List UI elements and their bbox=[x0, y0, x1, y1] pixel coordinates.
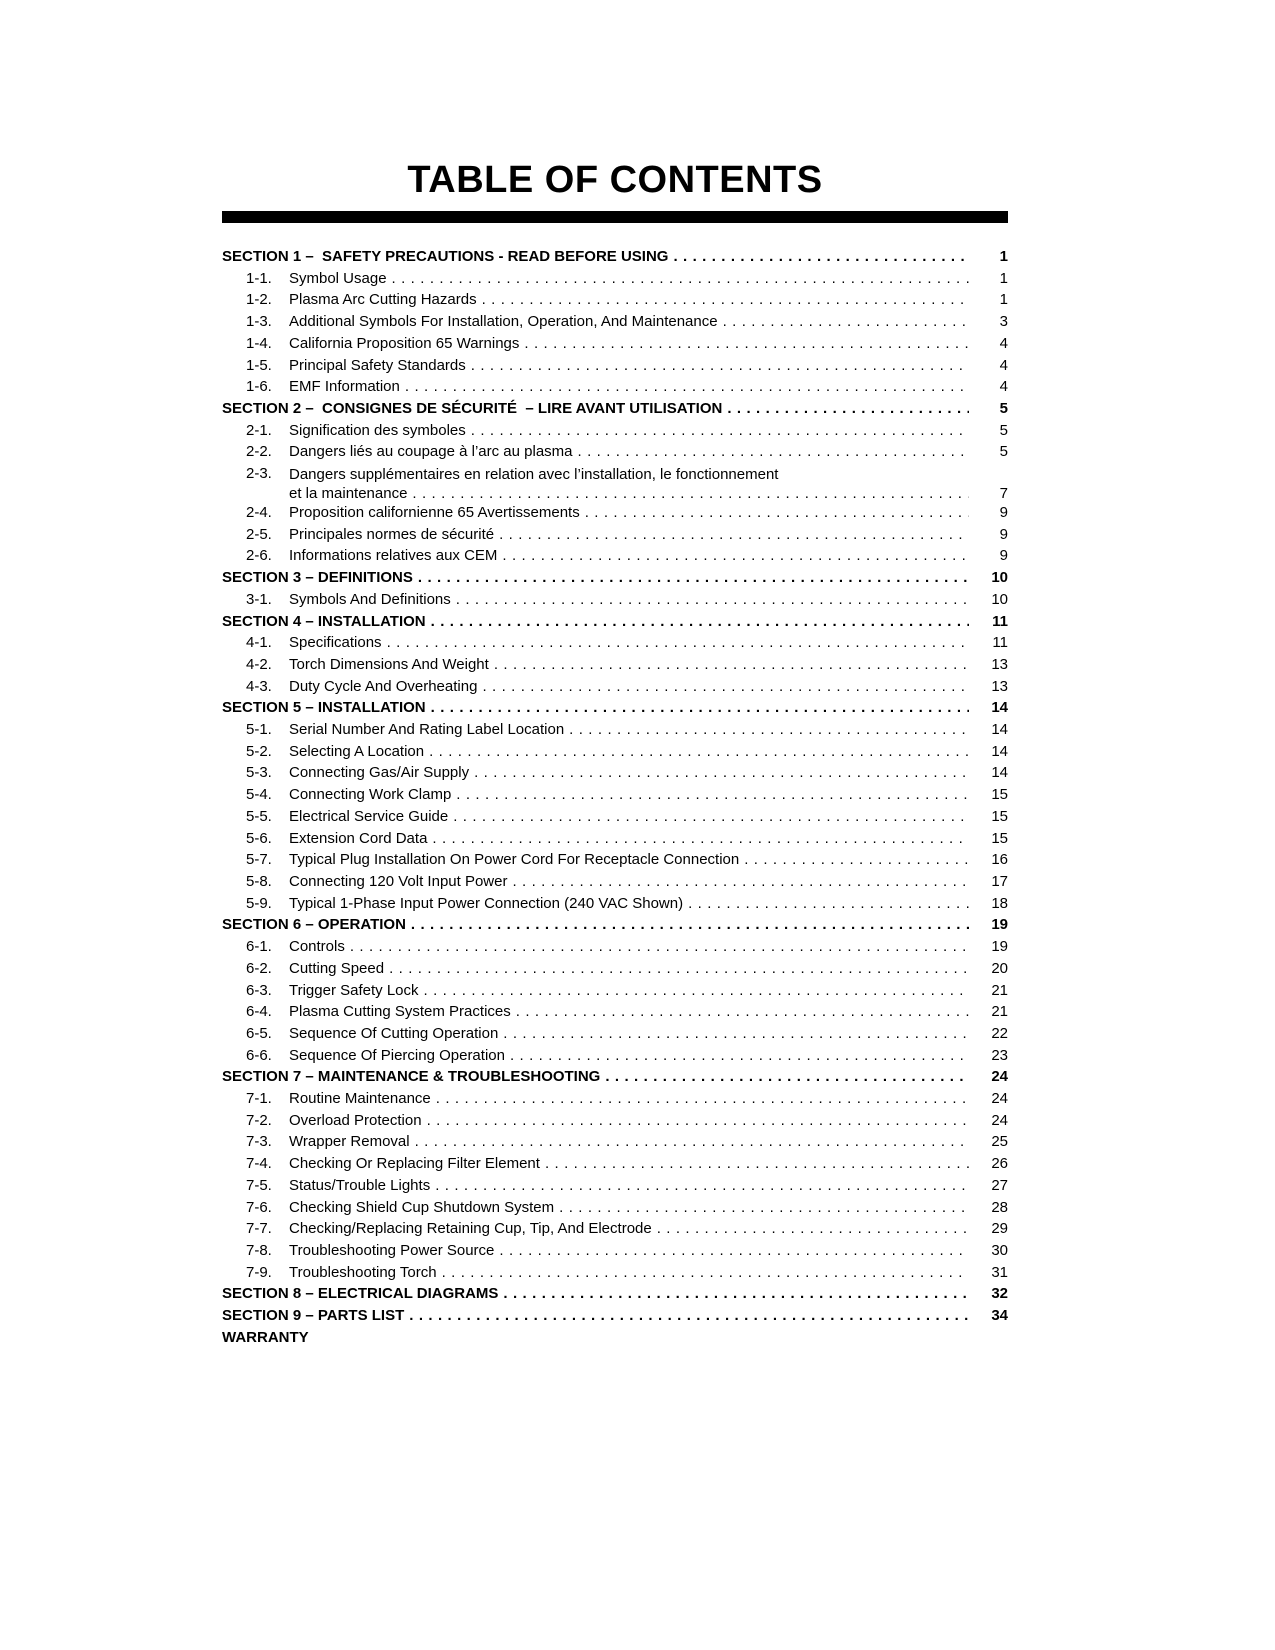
toc-entry-row bbox=[222, 589, 1008, 611]
toc-entry-number: 7-9. bbox=[246, 1263, 272, 1281]
toc-entry-row bbox=[222, 849, 1008, 871]
toc-page-number: 1 bbox=[999, 291, 1008, 309]
toc-entry-label: Overload Protection bbox=[289, 1111, 422, 1129]
toc-entry-number: 2-5. bbox=[246, 525, 272, 543]
dot-leader bbox=[511, 1001, 969, 1023]
dot-leader bbox=[426, 697, 969, 719]
toc-entry-label: Specifications bbox=[289, 634, 382, 652]
toc-entry-label: Proposition californienne 65 Avertissements bbox=[289, 504, 580, 522]
toc-entry-number: 1-5. bbox=[246, 356, 272, 374]
toc-entry-number: 1-2. bbox=[246, 291, 272, 309]
toc-entry-label: Troubleshooting Torch bbox=[289, 1263, 437, 1281]
dot-leader bbox=[424, 741, 969, 763]
dot-leader bbox=[600, 1066, 969, 1088]
dot-leader bbox=[451, 784, 969, 806]
toc-entry-label: Torch Dimensions And Weight bbox=[289, 655, 489, 673]
toc-page-number: 27 bbox=[991, 1176, 1008, 1194]
toc-entry-row bbox=[222, 1110, 1008, 1132]
toc-entry-label: Symbols And Definitions bbox=[289, 590, 451, 608]
toc-page-number: 11 bbox=[992, 634, 1008, 652]
dot-leader bbox=[519, 333, 969, 355]
toc-entry-number: 6-1. bbox=[246, 938, 272, 956]
dot-leader bbox=[466, 355, 969, 377]
toc-entry-number: 7-1. bbox=[246, 1090, 272, 1108]
toc-entry-number: 6-4. bbox=[246, 1003, 272, 1021]
toc-entry-label: Principales normes de sécurité bbox=[289, 525, 495, 543]
toc-page-number: 14 bbox=[991, 721, 1008, 739]
toc-section-row bbox=[222, 1283, 1008, 1305]
toc-page-number: 16 bbox=[991, 851, 1008, 869]
toc-page-number: 3 bbox=[999, 313, 1008, 331]
toc-entry-label: Dangers liés au coupage à l’arc au plasma bbox=[289, 443, 573, 461]
toc-entry-number: 5-6. bbox=[246, 829, 272, 847]
toc-entry-number: 1-6. bbox=[246, 378, 272, 396]
toc-entry-row bbox=[222, 1197, 1008, 1219]
toc-entry-label: Connecting Gas/Air Supply bbox=[289, 764, 470, 782]
toc-page-number: 24 bbox=[991, 1068, 1008, 1086]
toc-entry-row bbox=[222, 1088, 1008, 1110]
toc-entry-number: 1-4. bbox=[246, 334, 272, 352]
toc-entry-row bbox=[222, 524, 1008, 546]
toc-entry-label: Trigger Safety Lock bbox=[289, 981, 419, 999]
dot-leader bbox=[345, 936, 969, 958]
toc-entry-number: 2-1. bbox=[246, 421, 272, 439]
toc-entry-number: 2-3. bbox=[246, 465, 272, 483]
dot-leader bbox=[494, 524, 969, 546]
toc-entry-number: 7-4. bbox=[246, 1155, 272, 1173]
toc-section-row bbox=[222, 246, 1008, 268]
toc-page-number: 15 bbox=[991, 829, 1008, 847]
toc-entry-row bbox=[222, 1023, 1008, 1045]
toc-entry-number: 2-2. bbox=[246, 443, 272, 461]
toc-entry-row bbox=[222, 545, 1008, 567]
dot-leader bbox=[422, 1110, 969, 1132]
toc-entry-label: Routine Maintenance bbox=[289, 1090, 431, 1108]
dot-leader bbox=[410, 1131, 969, 1153]
toc-section-row bbox=[222, 1305, 1008, 1327]
toc-page-number: 25 bbox=[991, 1133, 1008, 1151]
toc-section-label: SECTION 6 – OPERATION bbox=[222, 916, 406, 934]
toc-entry-label: EMF Information bbox=[289, 378, 400, 396]
toc-page-number: 24 bbox=[991, 1090, 1008, 1108]
toc-page-number: 22 bbox=[991, 1024, 1008, 1042]
toc-page-number: 5 bbox=[999, 399, 1008, 417]
toc-section-label: SECTION 2 – CONSIGNES DE SÉCURITÉ – LIRE AVANT UTILISATION bbox=[222, 399, 723, 417]
toc-entry-row bbox=[222, 676, 1008, 698]
toc-entry-label-continued: et la maintenance bbox=[289, 485, 408, 503]
toc-entry-label: Extension Cord Data bbox=[289, 829, 428, 847]
toc-entry-label: Checking/Replacing Retaining Cup, Tip, And Electrode bbox=[289, 1220, 652, 1238]
toc-entry-number: 5-7. bbox=[246, 851, 272, 869]
dot-leader bbox=[507, 871, 969, 893]
dot-leader bbox=[573, 441, 970, 463]
toc-page-number: 20 bbox=[991, 959, 1008, 977]
toc-entry-label: Electrical Service Guide bbox=[289, 807, 449, 825]
toc-entry-row bbox=[222, 1218, 1008, 1240]
toc-entry-row bbox=[222, 441, 1008, 463]
dot-leader bbox=[427, 828, 969, 850]
dot-leader bbox=[505, 1045, 969, 1067]
toc-page-number: 14 bbox=[991, 742, 1008, 760]
toc-entry-number: 7-7. bbox=[246, 1220, 272, 1238]
toc-entry-number: 1-1. bbox=[246, 269, 272, 287]
toc-page-number: 21 bbox=[991, 1003, 1008, 1021]
dot-leader bbox=[683, 893, 969, 915]
toc-entry-number: 7-8. bbox=[246, 1241, 272, 1259]
toc-entry-number: 5-9. bbox=[246, 894, 272, 912]
toc-entry-label: Connecting Work Clamp bbox=[289, 786, 452, 804]
toc-page-number: 13 bbox=[991, 677, 1008, 695]
toc-entry-row bbox=[222, 980, 1008, 1002]
toc-page-number: 34 bbox=[991, 1307, 1008, 1325]
dot-leader bbox=[384, 958, 969, 980]
toc-entry-row bbox=[222, 719, 1008, 741]
toc-entry-label: Symbol Usage bbox=[289, 269, 387, 287]
dot-leader bbox=[430, 1175, 969, 1197]
toc-entry-label: Plasma Cutting System Practices bbox=[289, 1003, 511, 1021]
toc-entry-row bbox=[222, 420, 1008, 442]
toc-page-number: 19 bbox=[991, 938, 1008, 956]
title-rule bbox=[222, 211, 1008, 223]
toc-entry-row bbox=[222, 1131, 1008, 1153]
dot-leader bbox=[387, 268, 969, 290]
toc-entry-row bbox=[222, 1240, 1008, 1262]
toc-page-number: 13 bbox=[991, 655, 1008, 673]
toc-entry-row bbox=[222, 1001, 1008, 1023]
toc-page-number: 29 bbox=[991, 1220, 1008, 1238]
toc-entry-number: 5-5. bbox=[246, 807, 272, 825]
toc-page-number: 14 bbox=[991, 764, 1008, 782]
toc-entry-number: 4-1. bbox=[246, 634, 272, 652]
toc-entry-number: 5-3. bbox=[246, 764, 272, 782]
toc-page-number: 18 bbox=[991, 894, 1008, 912]
toc-entry-number: 6-6. bbox=[246, 1046, 272, 1064]
toc-entry-row bbox=[222, 958, 1008, 980]
toc-page-number: 32 bbox=[991, 1285, 1008, 1303]
page-title: TABLE OF CONTENTS bbox=[407, 159, 823, 201]
toc-entry-label: Duty Cycle And Overheating bbox=[289, 677, 478, 695]
toc-entry-row bbox=[222, 376, 1008, 398]
dot-leader bbox=[469, 762, 969, 784]
toc-page-number: 23 bbox=[991, 1046, 1008, 1064]
toc-page-number: 5 bbox=[999, 421, 1008, 439]
toc-section-label: SECTION 4 – INSTALLATION bbox=[222, 612, 426, 630]
toc-page-number: 9 bbox=[999, 547, 1008, 565]
toc-entry-number: 5-2. bbox=[246, 742, 272, 760]
dot-leader bbox=[431, 1088, 969, 1110]
dot-leader bbox=[718, 311, 969, 333]
toc-entry-row bbox=[222, 654, 1008, 676]
toc-page-number: 28 bbox=[991, 1198, 1008, 1216]
dot-leader bbox=[722, 398, 969, 420]
toc-entry-row bbox=[222, 333, 1008, 355]
toc-page-number: 26 bbox=[991, 1155, 1008, 1173]
toc-page-number: 10 bbox=[991, 590, 1008, 608]
toc-section-row bbox=[222, 914, 1008, 936]
dot-leader bbox=[448, 806, 969, 828]
toc-page-number: 21 bbox=[991, 981, 1008, 999]
dot-leader bbox=[466, 420, 969, 442]
toc-page-number: 11 bbox=[992, 612, 1008, 630]
toc-entry-row bbox=[222, 762, 1008, 784]
dot-leader bbox=[419, 980, 970, 1002]
dot-leader bbox=[498, 1023, 969, 1045]
toc-entry-label: Sequence Of Piercing Operation bbox=[289, 1046, 505, 1064]
dot-leader bbox=[564, 719, 969, 741]
toc-page-number: 31 bbox=[991, 1263, 1008, 1281]
toc-entry-row bbox=[222, 741, 1008, 763]
toc-entry-number: 4-3. bbox=[246, 677, 272, 695]
toc-entry-label: Status/Trouble Lights bbox=[289, 1176, 431, 1194]
dot-leader bbox=[497, 545, 969, 567]
toc-entry-number: 5-1. bbox=[246, 721, 272, 739]
toc-entry-number: 5-4. bbox=[246, 786, 272, 804]
dot-leader bbox=[554, 1197, 969, 1219]
dot-leader bbox=[477, 676, 969, 698]
dot-leader bbox=[426, 611, 969, 633]
toc-entry-label: Controls bbox=[289, 938, 345, 956]
toc-section-row bbox=[222, 398, 1008, 420]
dot-leader bbox=[451, 589, 969, 611]
dot-leader bbox=[406, 914, 969, 936]
toc-page-number: 24 bbox=[991, 1111, 1008, 1129]
toc-entry-wrap-body bbox=[289, 463, 1008, 502]
dot-leader bbox=[437, 1262, 969, 1284]
toc-entry-label: Troubleshooting Power Source bbox=[289, 1241, 495, 1259]
dot-leader bbox=[489, 654, 969, 676]
toc-entry-label: Typical Plug Installation On Power Cord For Receptacle Connection bbox=[289, 851, 740, 869]
toc-page-number: 4 bbox=[999, 356, 1008, 374]
toc-entry-number: 2-6. bbox=[246, 547, 272, 565]
dot-leader bbox=[652, 1218, 969, 1240]
toc-entry-label: Signification des symboles bbox=[289, 421, 466, 439]
toc-entry-label: Cutting Speed bbox=[289, 959, 385, 977]
toc-entry-row bbox=[222, 268, 1008, 290]
toc-entry-label: Sequence Of Cutting Operation bbox=[289, 1024, 499, 1042]
toc-entry-label-continued-row bbox=[289, 485, 1008, 502]
dot-leader bbox=[404, 1305, 969, 1327]
toc-entry-label: Serial Number And Rating Label Location bbox=[289, 721, 565, 739]
toc-list bbox=[222, 246, 1008, 1348]
toc-section-label: SECTION 9 – PARTS LIST bbox=[222, 1307, 405, 1325]
dot-leader bbox=[400, 376, 969, 398]
toc-entry-row bbox=[222, 502, 1008, 524]
toc-entry-number: 5-8. bbox=[246, 872, 272, 890]
toc-entry-row bbox=[222, 828, 1008, 850]
toc-entry-row bbox=[222, 893, 1008, 915]
dot-leader bbox=[413, 567, 969, 589]
toc-entry-label: Checking Or Replacing Filter Element bbox=[289, 1155, 540, 1173]
toc-section-label: SECTION 8 – ELECTRICAL DIAGRAMS bbox=[222, 1285, 499, 1303]
toc-entry-number: 7-6. bbox=[246, 1198, 272, 1216]
toc-entry-label: Connecting 120 Volt Input Power bbox=[289, 872, 508, 890]
toc-entry-number: 7-2. bbox=[246, 1111, 272, 1129]
dot-leader bbox=[668, 246, 969, 268]
toc-section-row bbox=[222, 1066, 1008, 1088]
toc-entry-row bbox=[222, 784, 1008, 806]
toc-page-number: 15 bbox=[991, 807, 1008, 825]
toc-page-number: 10 bbox=[991, 569, 1008, 587]
toc-entry-label: Additional Symbols For Installation, Operation, And Maintenance bbox=[289, 313, 718, 331]
toc-entry-label: Plasma Arc Cutting Hazards bbox=[289, 291, 477, 309]
toc-entry-row bbox=[222, 936, 1008, 958]
dot-leader bbox=[477, 289, 969, 311]
toc-entry-number: 6-2. bbox=[246, 959, 272, 977]
toc-section-label: WARRANTY bbox=[222, 1328, 309, 1346]
toc-page-number: 4 bbox=[999, 334, 1008, 352]
toc-entry-number: 6-3. bbox=[246, 981, 272, 999]
toc-entry-row bbox=[222, 463, 1008, 502]
toc-entry-label: Checking Shield Cup Shutdown System bbox=[289, 1198, 555, 1216]
toc-entry-row bbox=[222, 871, 1008, 893]
dot-leader bbox=[494, 1240, 969, 1262]
toc-entry-row bbox=[222, 1153, 1008, 1175]
toc-entry-label: Typical 1-Phase Input Power Connection (240 VAC Shown) bbox=[289, 894, 684, 912]
toc-page-number: 30 bbox=[991, 1241, 1008, 1259]
toc-entry-row bbox=[222, 806, 1008, 828]
toc-page-number: 5 bbox=[999, 443, 1008, 461]
toc-content bbox=[222, 0, 1008, 1348]
toc-entry-label: Principal Safety Standards bbox=[289, 356, 466, 374]
toc-entry-label: California Proposition 65 Warnings bbox=[289, 334, 520, 352]
toc-section-label: SECTION 5 – INSTALLATION bbox=[222, 699, 426, 717]
dot-leader bbox=[407, 485, 969, 502]
toc-entry-number: 4-2. bbox=[246, 655, 272, 673]
toc-entry-row bbox=[222, 1262, 1008, 1284]
toc-section-row bbox=[222, 1327, 1008, 1349]
toc-page-number: 9 bbox=[999, 504, 1008, 522]
toc-entry-label: Selecting A Location bbox=[289, 742, 425, 760]
toc-entry-number: 7-5. bbox=[246, 1176, 272, 1194]
toc-page-number: 17 bbox=[991, 872, 1008, 890]
toc-page-number: 15 bbox=[991, 786, 1008, 804]
toc-entry-number: 7-3. bbox=[246, 1133, 272, 1151]
toc-entry-label: Dangers supplémentaires en relation avec l’installation, le fonctionnement bbox=[289, 466, 779, 484]
toc-entry-row bbox=[222, 632, 1008, 654]
toc-entry-row bbox=[222, 355, 1008, 377]
toc-page-number: 4 bbox=[999, 378, 1008, 396]
toc-entry-row bbox=[222, 1175, 1008, 1197]
dot-leader bbox=[540, 1153, 969, 1175]
toc-page-number: 19 bbox=[991, 916, 1008, 934]
toc-entry-number: 1-3. bbox=[246, 313, 272, 331]
toc-page-number: 14 bbox=[991, 699, 1008, 717]
toc-section-label: SECTION 1 – SAFETY PRECAUTIONS - READ BEFORE USING bbox=[222, 248, 669, 265]
toc-entry-label: Informations relatives aux CEM bbox=[289, 547, 498, 565]
toc-page-number: 1 bbox=[999, 269, 1008, 287]
toc-entry-number: 3-1. bbox=[246, 590, 272, 608]
toc-entry-row bbox=[222, 1045, 1008, 1067]
toc-section-label: SECTION 7 – MAINTENANCE & TROUBLESHOOTING bbox=[222, 1068, 601, 1086]
toc-page-number: 9 bbox=[999, 525, 1008, 543]
toc-section-label: SECTION 3 – DEFINITIONS bbox=[222, 569, 413, 587]
toc-entry-row bbox=[222, 311, 1008, 333]
toc-section-row bbox=[222, 611, 1008, 633]
toc-entry-label: Wrapper Removal bbox=[289, 1133, 410, 1151]
toc-section-row bbox=[222, 567, 1008, 589]
dot-leader bbox=[739, 849, 969, 871]
dot-leader bbox=[498, 1283, 969, 1305]
dot-leader bbox=[580, 502, 969, 524]
toc-entry-number: 6-5. bbox=[246, 1024, 272, 1042]
toc-entry-number: 2-4. bbox=[246, 504, 272, 522]
toc-page-number: 7 bbox=[999, 485, 1008, 503]
toc-page-number: 1 bbox=[999, 248, 1008, 265]
dot-leader bbox=[382, 632, 969, 654]
toc-section-row bbox=[222, 697, 1008, 719]
toc-entry-row bbox=[222, 289, 1008, 311]
